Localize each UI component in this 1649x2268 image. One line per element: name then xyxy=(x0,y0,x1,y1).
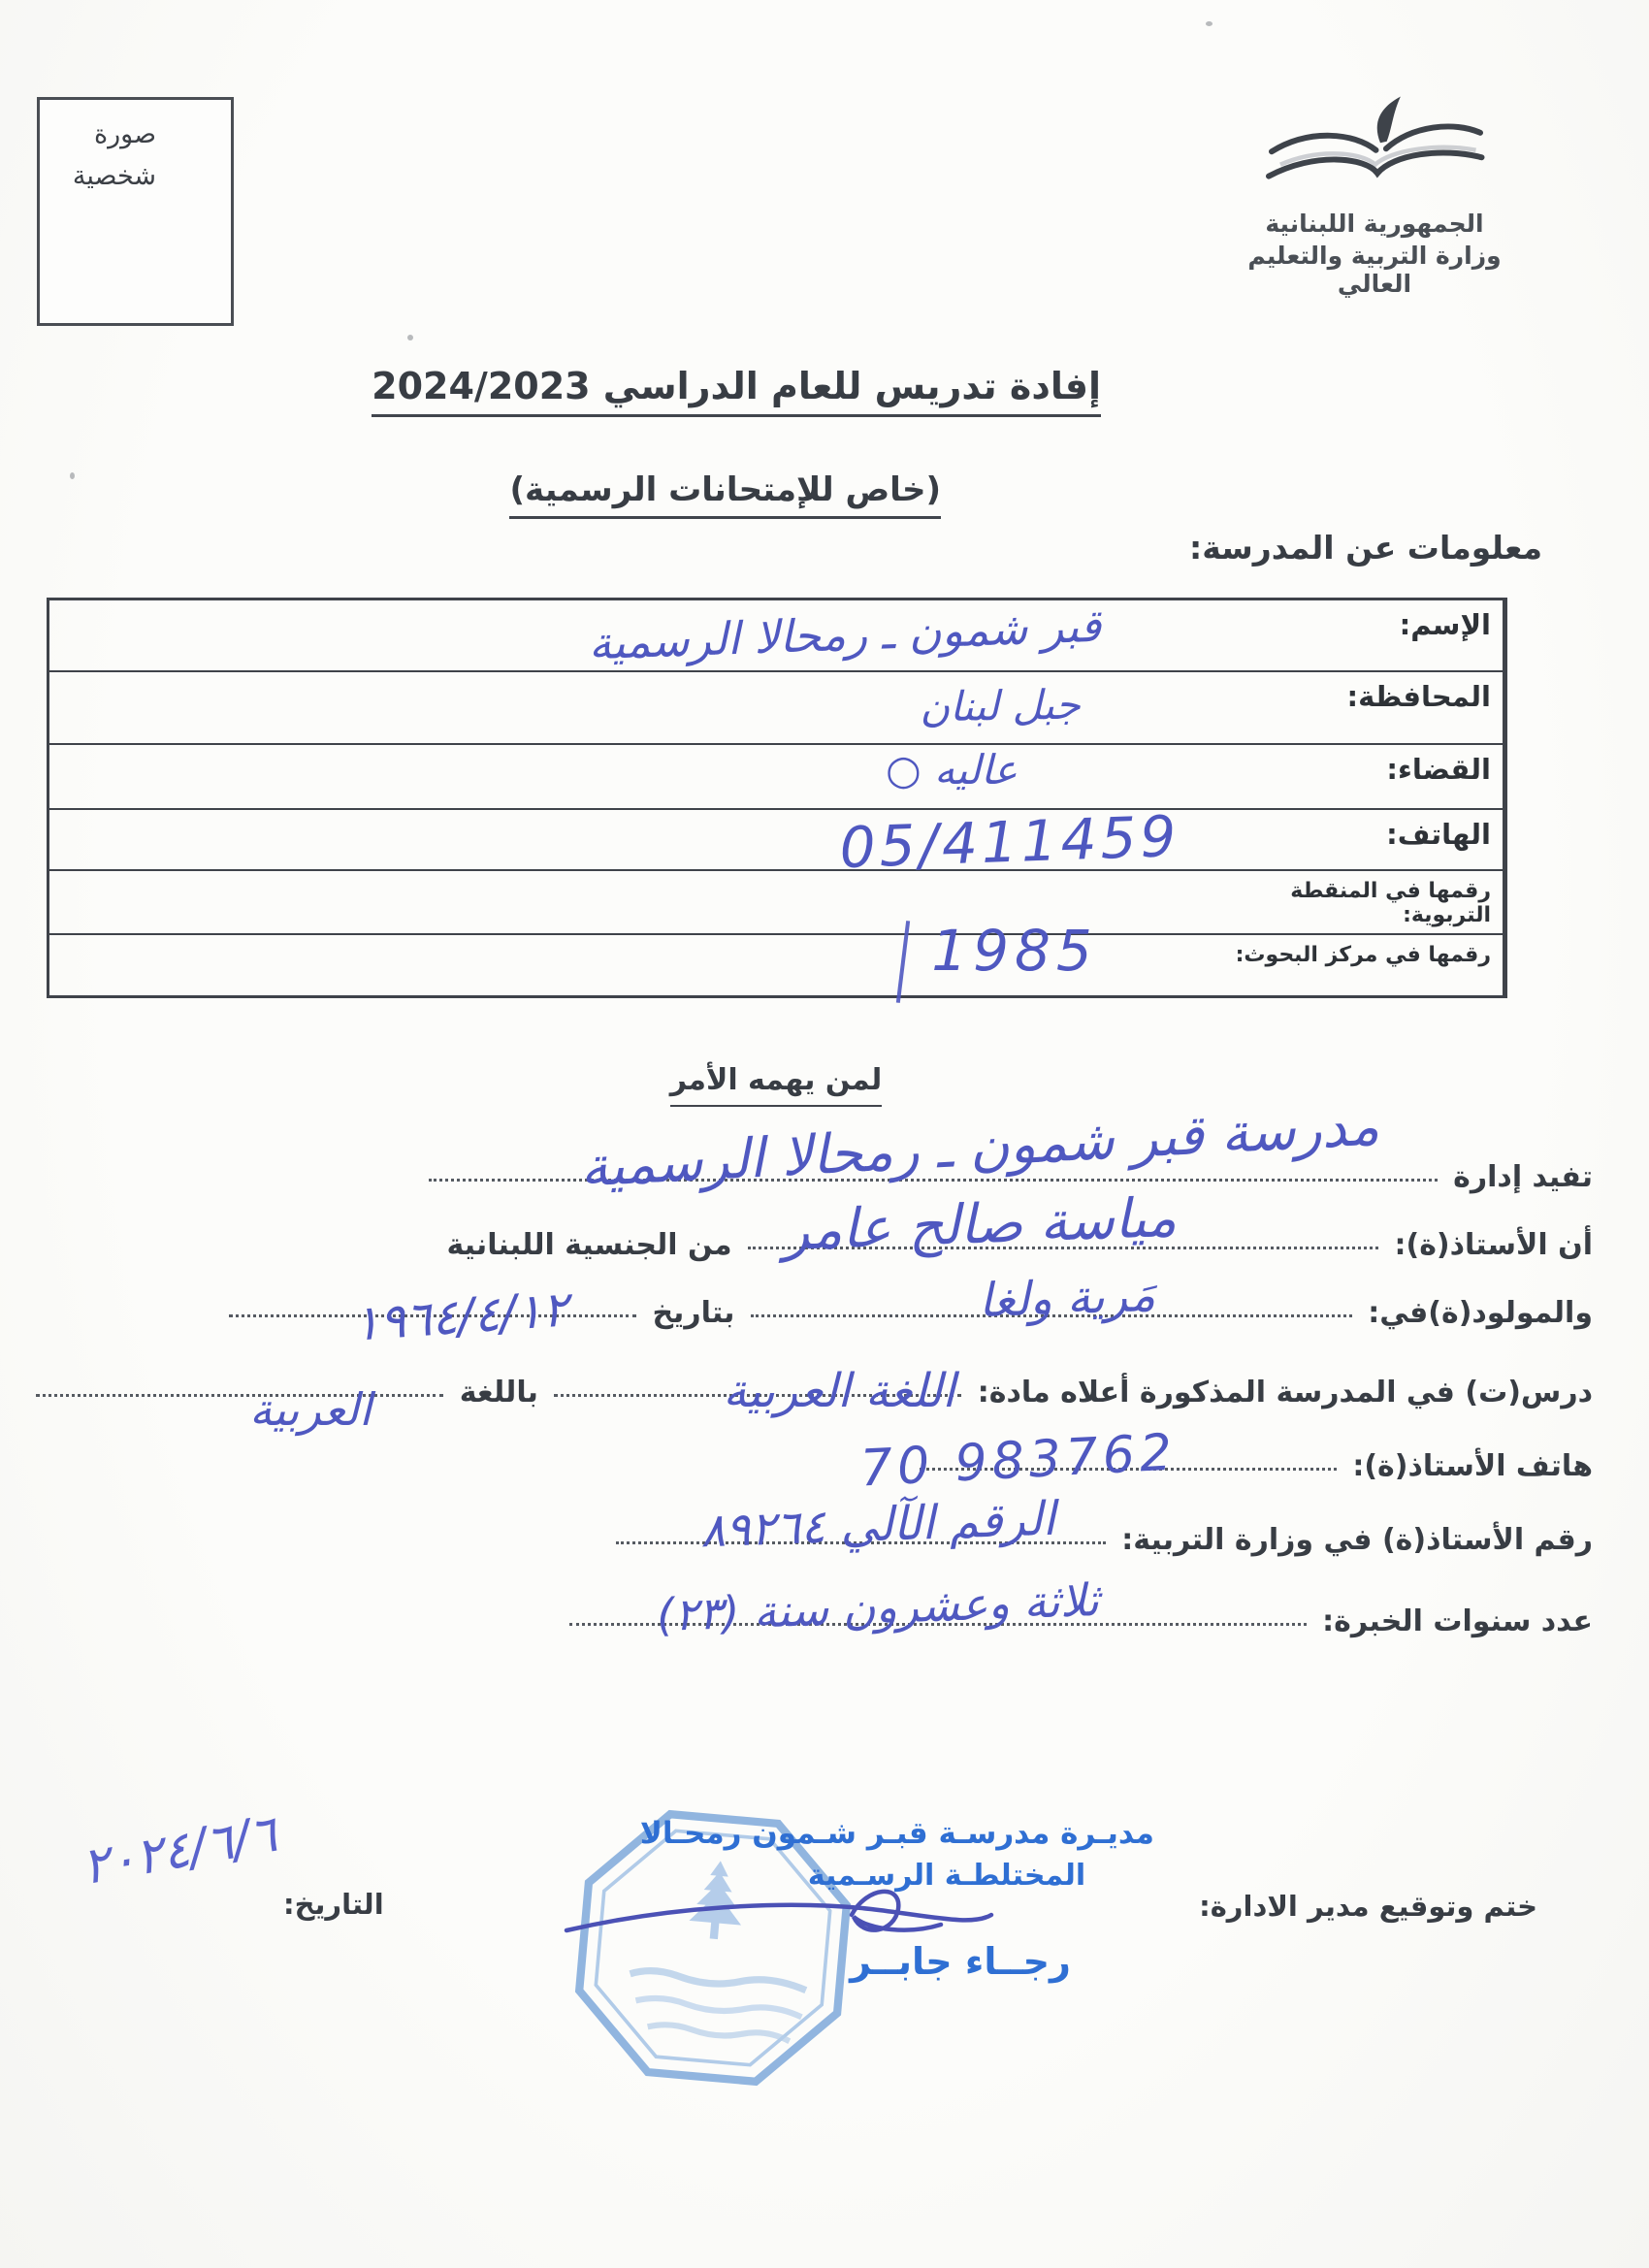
table-row xyxy=(49,808,1504,869)
handwriting-ministry-number: الرقم الآلي ٨٩٢٦٤ xyxy=(699,1491,1056,1559)
letter-line5-label: هاتف الأستاذ(ة): xyxy=(1352,1449,1593,1483)
letter-line4-label: درس(ت) في المدرسة المذكورة أعلاه مادة: xyxy=(977,1376,1593,1409)
ministry-logo xyxy=(1214,95,1535,298)
principal-name-stamp: رجــاء جابــر xyxy=(850,1940,1071,1983)
letter-line3-label: والمولود(ة)في: xyxy=(1368,1296,1593,1330)
handwriting-district: عاليه ○ xyxy=(886,746,1018,794)
handwriting-school-phone: 05/411459 xyxy=(838,802,1181,882)
seal-signature-label: ختم وتوقيع مدير الادارة: xyxy=(1199,1890,1537,1923)
handwriting-language: العربية xyxy=(249,1383,372,1436)
principal-stamp-line2: المختلطـة الرسـمية xyxy=(807,1859,1086,1893)
handwriting-teacher-phone: 70 983762 xyxy=(858,1423,1179,1499)
handwriting-birthplace: مَرية ولغا xyxy=(977,1267,1156,1329)
table-row xyxy=(49,670,1504,743)
table-label-district-number: رقمها في المنقطة التربوية: xyxy=(1227,871,1504,933)
table-label-research-number: رقمها في مركز البحوث: xyxy=(1227,935,1504,995)
table-row xyxy=(49,869,1504,933)
letter-line4-label2: باللغة xyxy=(459,1376,538,1409)
letter-line2-label: أن الأستاذ(ة): xyxy=(1394,1228,1593,1262)
scan-speck xyxy=(407,335,413,340)
handwriting-research-number: 1985 xyxy=(931,918,1098,984)
table-label-name: الإسم: xyxy=(1227,600,1504,670)
handwriting-experience-years: ثلاثة وعشرون سنة (٢٣) xyxy=(656,1573,1100,1641)
table-row xyxy=(49,933,1504,995)
document-title: إفادة تدريس للعام الدراسي 2024/2023 xyxy=(372,365,1101,417)
photo-placeholder-label: صورة شخصية xyxy=(72,119,156,192)
to-whom-it-may-concern-heading: لمن يهمه الأمر xyxy=(670,1063,883,1107)
letter-line6-label: رقم الأستاذ(ة) في وزارة التربية: xyxy=(1121,1523,1593,1557)
letter-line1-label: تفيد إدارة xyxy=(1453,1160,1593,1194)
handwriting-school-administration: مدرسة قبر شمون ـ رمحالا الرسمية xyxy=(578,1094,1381,1200)
document-subtitle: (خاص للإمتحانات الرسمية) xyxy=(509,470,941,519)
school-info-heading: معلومات عن المدرسة: xyxy=(1189,529,1542,567)
principal-stamp-line1: مديـرة مدرسـة قبـر شـمون رمحـالا xyxy=(639,1816,1154,1851)
letter-line2-suffix: من الجنسية اللبنانية xyxy=(446,1228,732,1262)
handwriting-teacher-name: مياسة صالح عامر xyxy=(782,1185,1178,1264)
table-row xyxy=(49,743,1504,808)
handwriting-birthdate: ١٩٦٤/٤/١٢ xyxy=(351,1280,570,1352)
letter-line3-label2: بتاريخ xyxy=(652,1296,735,1330)
table-label-district: القضاء: xyxy=(1227,745,1504,808)
date-label: التاريخ: xyxy=(283,1888,384,1921)
school-info-table xyxy=(47,598,1507,998)
handwriting-school-name: قبر شمون ـ رمحالا الرسمية xyxy=(587,599,1103,670)
table-label-governorate: المحافظة: xyxy=(1227,672,1504,743)
logo-text-ministry: وزارة التربية والتعليم العالي xyxy=(1247,242,1502,298)
photo-placeholder-box xyxy=(37,97,234,326)
handwriting-subject: اللغة العربية xyxy=(723,1364,955,1418)
handwriting-date: ٢٠٢٤/٦/٦ xyxy=(77,1804,281,1897)
scan-speck xyxy=(70,472,75,479)
open-book-logo-icon xyxy=(1219,95,1530,204)
logo-text-republic: الجمهورية اللبنانية xyxy=(1265,210,1484,238)
letter-line7-label: عدد سنوات الخبرة: xyxy=(1322,1604,1593,1638)
scan-speck xyxy=(1206,21,1212,26)
table-label-phone: الهاتف: xyxy=(1227,810,1504,869)
handwriting-governorate: جبل لبنان xyxy=(919,680,1082,731)
